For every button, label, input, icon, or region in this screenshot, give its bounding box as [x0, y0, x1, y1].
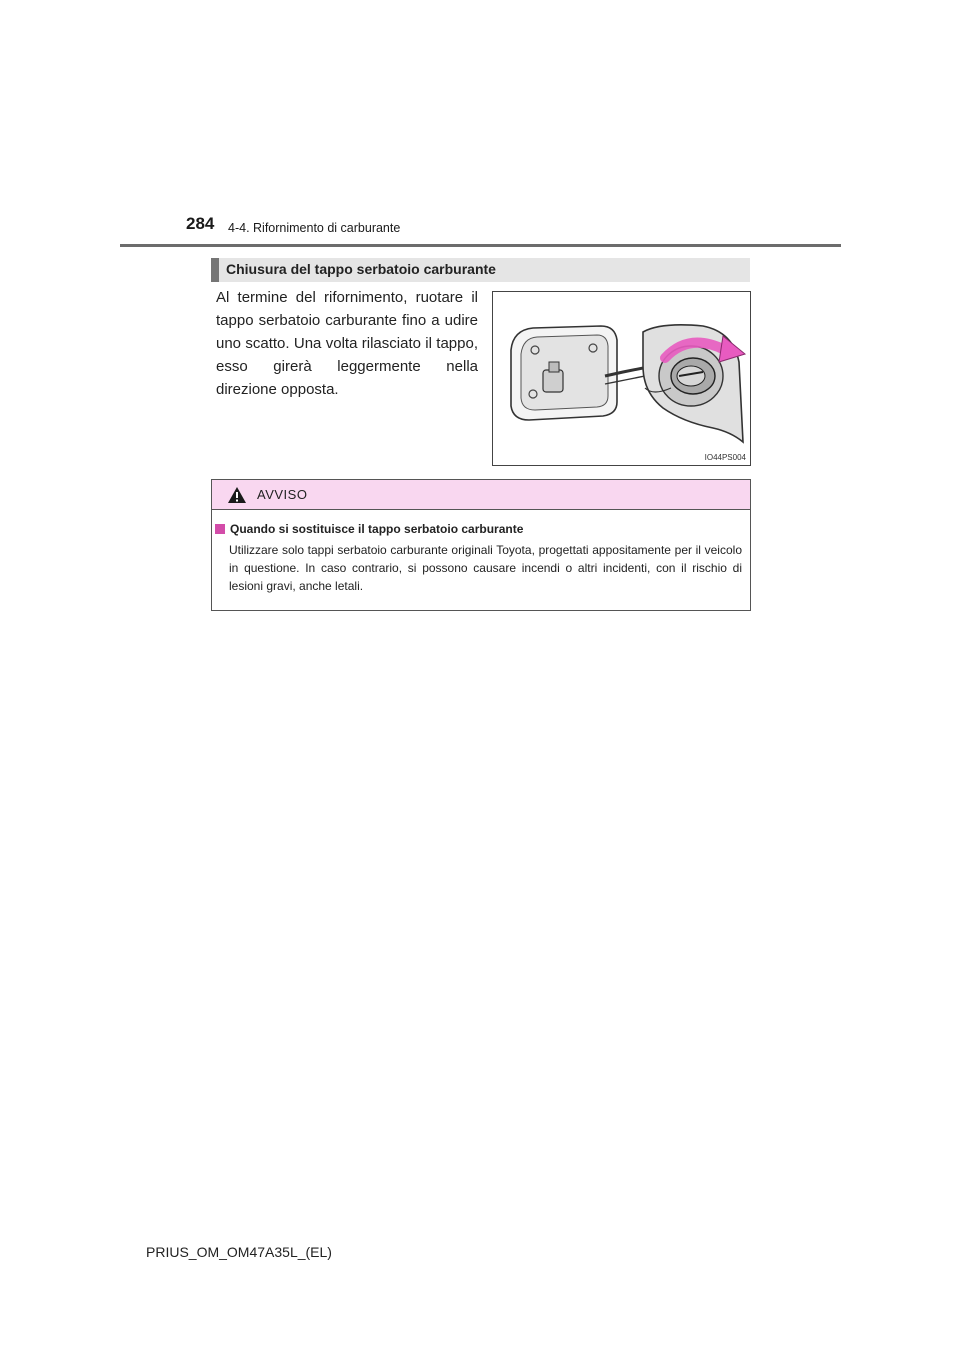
body-paragraph: Al termine del rifornimento, ruotare il tappo serbatoio carburante fino a udire uno scatto. Una volta rilasciato il tappo, esso girerà leggermente nella direzione opposta.: [216, 289, 478, 398]
warning-text: Utilizzare solo tappi serbatoio carburante originali Toyota, progettati appositamente per il veicolo in questione. In caso contrario, si possono causare incendi o altri incidenti, con il rischio di lesioni gravi, anche letali.: [229, 543, 742, 593]
page-number: 284: [186, 214, 215, 233]
fuel-door-drawing: [493, 292, 750, 465]
header-rule: [120, 244, 841, 247]
square-bullet-icon: [215, 524, 225, 534]
section-title: Chiusura del tappo serbatoio carburante: [226, 261, 496, 277]
warning-triangle-icon: [227, 486, 247, 504]
warning-subheading: Quando si sostituisce il tappo serbatoio carburante: [230, 522, 524, 536]
warning-label: AVVISO: [257, 487, 308, 502]
section-reference: 4-4. Rifornimento di carburante: [228, 221, 401, 235]
fuel-cap-illustration: [492, 291, 751, 466]
warning-header: [212, 480, 750, 510]
section-marker: [211, 258, 219, 282]
figure-code: IO44PS004: [704, 453, 746, 462]
warning-box: [211, 479, 751, 611]
document-code: PRIUS_OM_OM47A35L_(EL): [146, 1244, 332, 1260]
section-title-bar: [211, 258, 750, 282]
warning-subheading-row: [215, 522, 523, 536]
